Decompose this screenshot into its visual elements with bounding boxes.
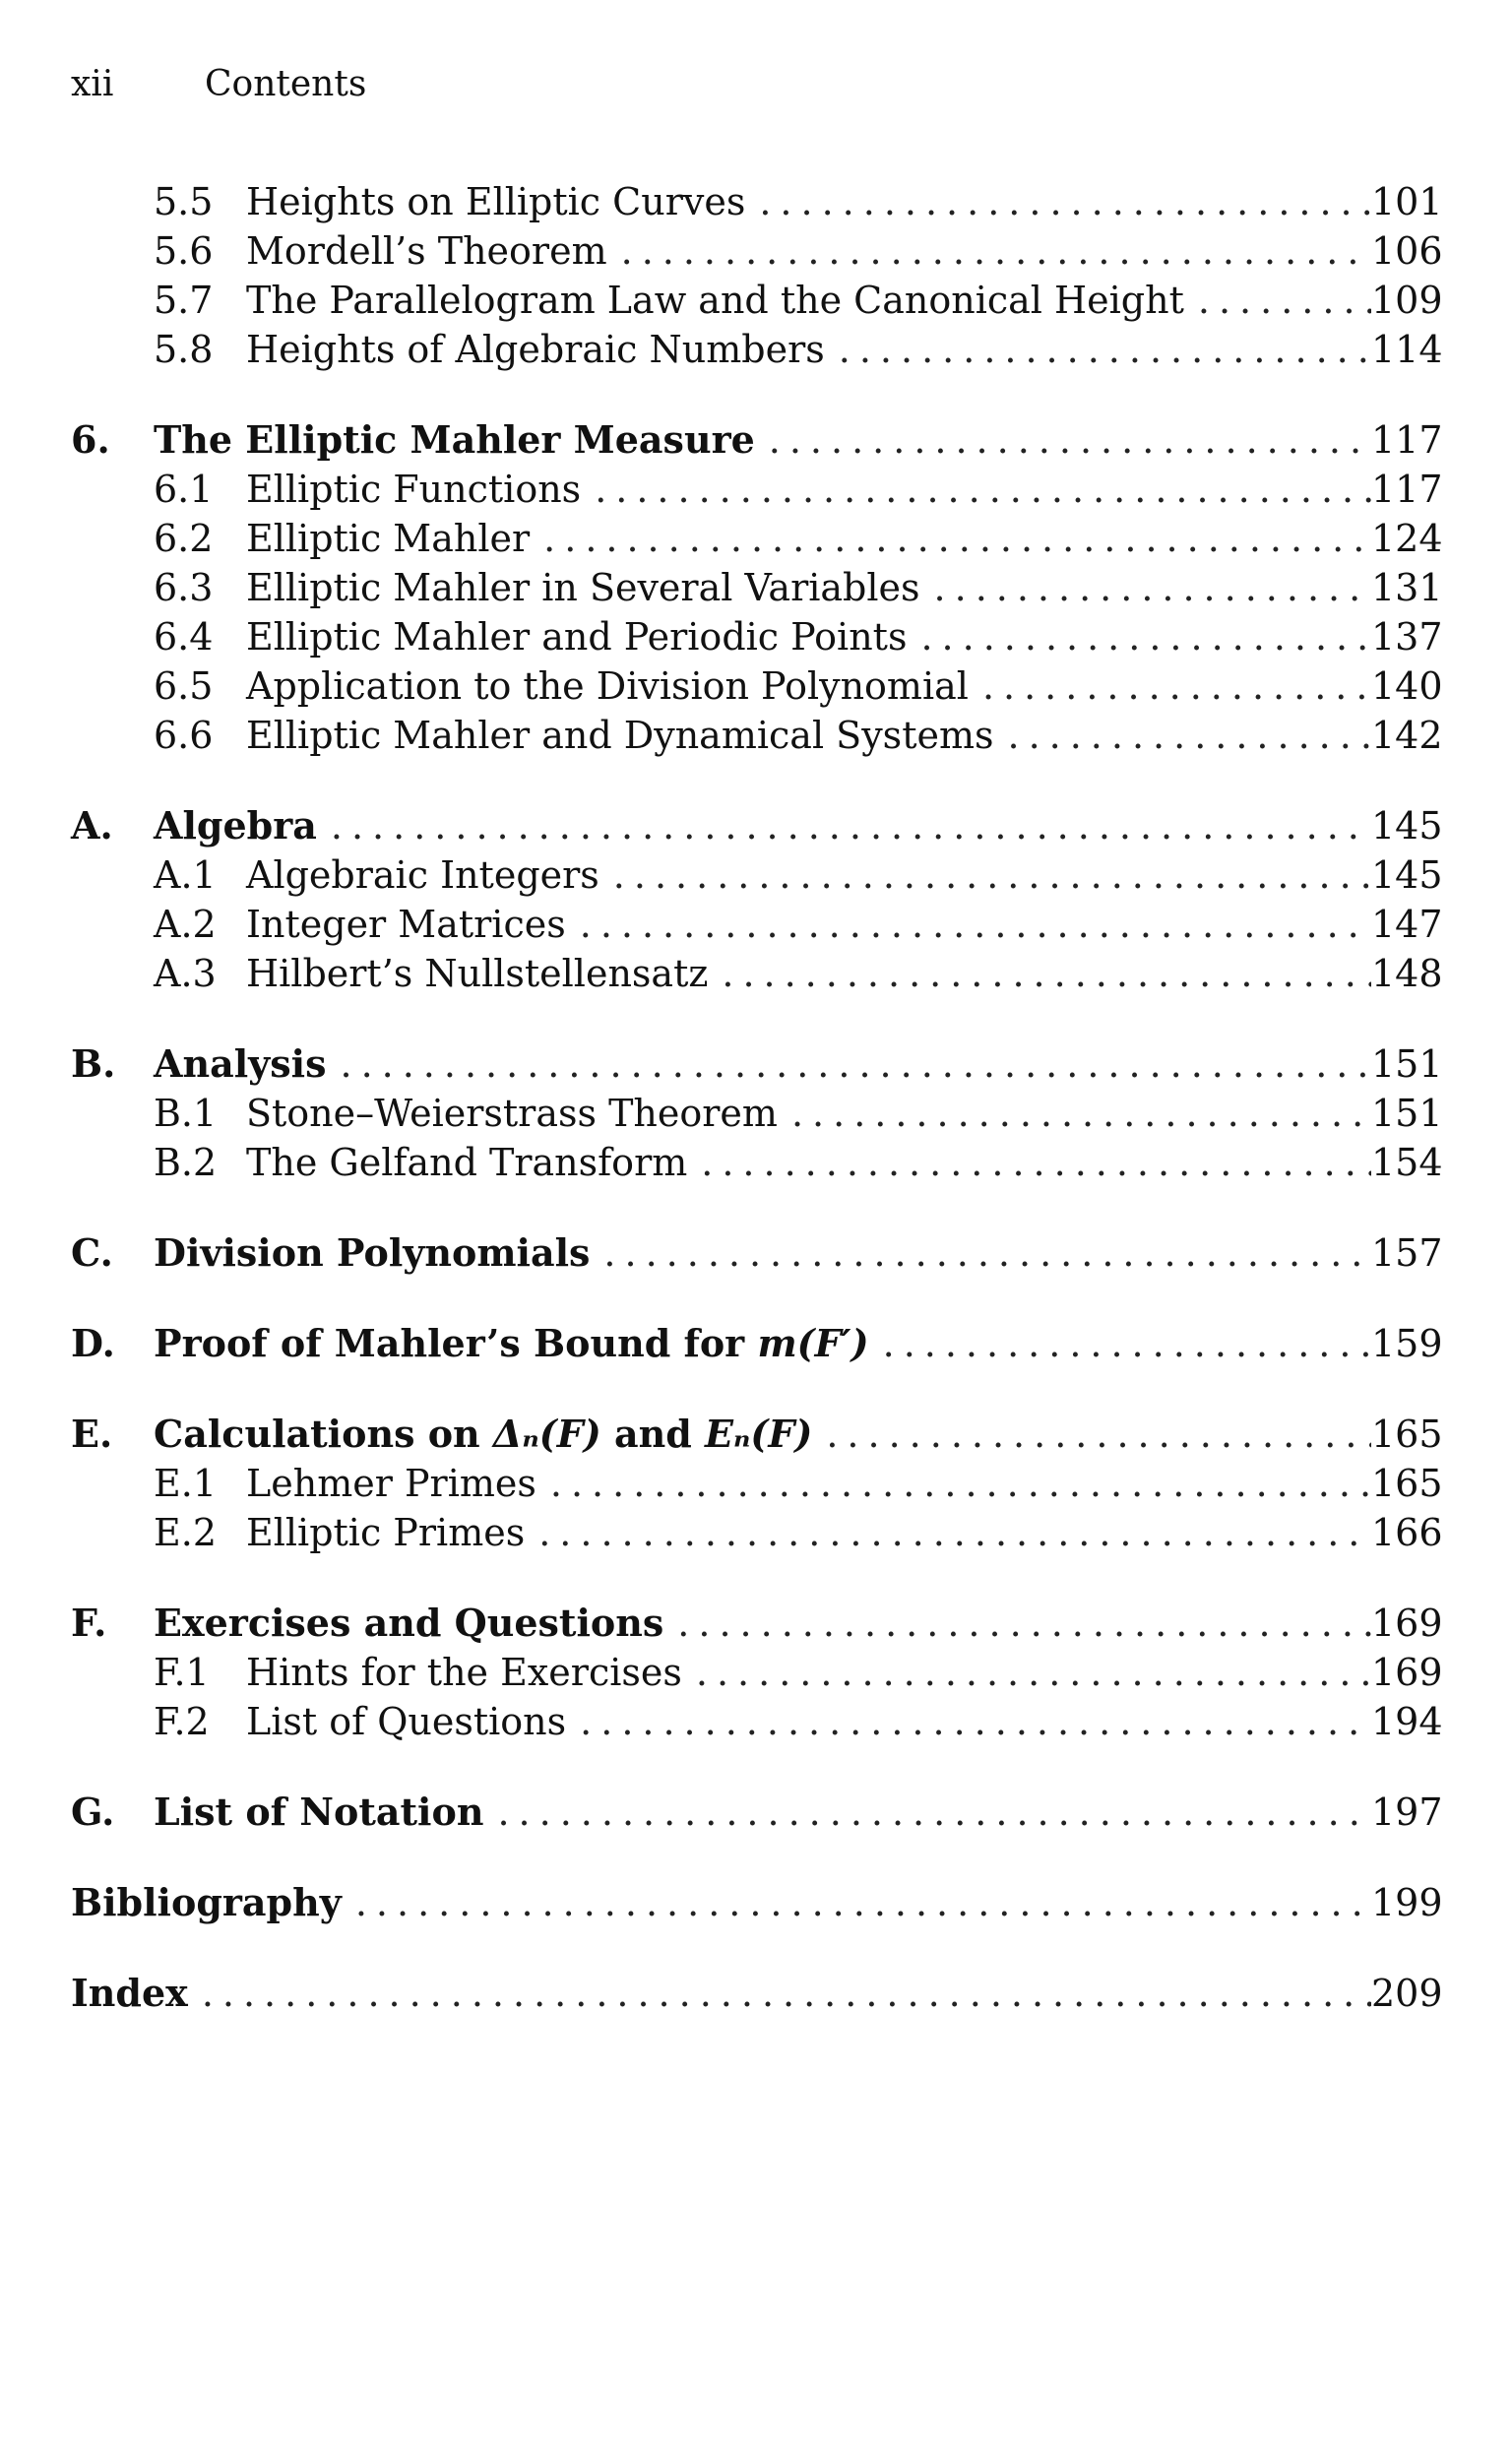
section-number: B.2 — [154, 1141, 218, 1184]
section-number: 6.1 — [154, 468, 214, 511]
toc-entry-5-5[interactable] — [71, 177, 1443, 226]
page-ref: 169 — [1371, 1602, 1443, 1645]
dot-leader — [325, 801, 1371, 850]
chapter-number: D. — [71, 1321, 115, 1365]
page-ref: 124 — [1371, 517, 1443, 560]
toc-entry-6-2[interactable] — [71, 514, 1443, 563]
page-ref: 165 — [1371, 1462, 1443, 1505]
toc-entry-a-2[interactable] — [71, 900, 1443, 949]
dot-leader — [491, 1788, 1371, 1837]
toc-entry-b-1[interactable] — [71, 1089, 1443, 1138]
chapter-title: Index — [71, 1971, 188, 2015]
page-ref: 197 — [1371, 1790, 1443, 1834]
section-title: Elliptic Mahler and Dynamical Systems — [246, 714, 994, 757]
chapter-title: Division Polynomials — [154, 1230, 591, 1275]
chapter-number: F. — [71, 1601, 107, 1645]
section-title: Elliptic Mahler in Several Variables — [246, 566, 920, 609]
section-number: E.1 — [154, 1462, 217, 1505]
chapter-number: C. — [71, 1230, 113, 1275]
section-number: F.2 — [154, 1700, 210, 1743]
page-ref: 165 — [1371, 1413, 1443, 1456]
dot-leader — [349, 1878, 1371, 1927]
page-ref: 145 — [1371, 804, 1443, 848]
page-ref: 137 — [1371, 615, 1443, 659]
section-number: 6.6 — [154, 714, 214, 757]
title-text: Proof of Mahler’s Bound for — [154, 1321, 758, 1365]
section-number: 6.3 — [154, 566, 214, 609]
dot-leader — [615, 226, 1371, 276]
page-ref: 151 — [1371, 1092, 1443, 1135]
toc-appendix-g[interactable] — [71, 1788, 1443, 1837]
page-ref: 145 — [1371, 853, 1443, 897]
section-number: 5.5 — [154, 180, 214, 223]
section-number: 6.5 — [154, 664, 214, 708]
toc-entry-b-2[interactable] — [71, 1138, 1443, 1187]
page-ref: 159 — [1371, 1322, 1443, 1365]
section-number: 5.6 — [154, 229, 214, 273]
page-ref: 194 — [1371, 1700, 1443, 1743]
section-title: Hints for the Exercises — [246, 1651, 682, 1694]
section-number: 5.7 — [154, 279, 214, 322]
toc-entry-5-8[interactable] — [71, 325, 1443, 374]
toc-appendix-c[interactable] — [71, 1228, 1443, 1278]
section-number: 6.2 — [154, 517, 214, 560]
page-ref: 106 — [1371, 229, 1443, 273]
page-ref: 101 — [1371, 180, 1443, 223]
dot-leader — [833, 325, 1371, 374]
section-number: A.3 — [154, 952, 217, 995]
chapter-number: 6. — [71, 417, 110, 462]
section-number: F.1 — [154, 1651, 210, 1694]
table-of-contents — [71, 177, 1443, 2059]
chapter-title: Analysis — [154, 1041, 327, 1086]
toc-entry-5-7[interactable] — [71, 276, 1443, 325]
toc-appendix-e[interactable] — [71, 1410, 1443, 1459]
page-ref: 117 — [1371, 468, 1443, 511]
section-number: 6.4 — [154, 615, 214, 659]
toc-appendix-b[interactable] — [71, 1039, 1443, 1089]
section-title: Elliptic Functions — [246, 468, 582, 511]
chapter-title: The Elliptic Mahler Measure — [154, 417, 755, 462]
dot-leader — [544, 1459, 1371, 1508]
toc-entry-e-1[interactable] — [71, 1459, 1443, 1508]
section-title: Algebraic Integers — [246, 853, 599, 897]
page-ref: 166 — [1371, 1511, 1443, 1554]
toc-entry-6-1[interactable] — [71, 465, 1443, 514]
toc-entry-6-4[interactable] — [71, 612, 1443, 661]
section-number: E.2 — [154, 1511, 217, 1554]
page-ref: 154 — [1371, 1141, 1443, 1184]
section-title: The Gelfand Transform — [246, 1141, 688, 1184]
dot-leader — [607, 850, 1371, 900]
dot-leader — [928, 563, 1371, 612]
dot-leader — [690, 1648, 1371, 1697]
dot-leader — [976, 661, 1371, 711]
page-number: xii — [71, 64, 114, 104]
math-expression: Δₙ(F) — [492, 1412, 601, 1456]
running-head — [71, 65, 366, 104]
section-title: List of Questions — [246, 1700, 567, 1743]
page-ref: 209 — [1371, 1972, 1443, 2015]
dot-leader — [1001, 711, 1371, 760]
section-title: Elliptic Mahler and Periodic Points — [246, 615, 908, 659]
chapter-title — [154, 1410, 820, 1459]
appendix-g — [71, 1788, 1443, 1837]
chapter-number: A. — [71, 803, 113, 848]
index-block — [71, 1969, 1443, 2018]
appendix-f — [71, 1599, 1443, 1746]
toc-entry-6-5[interactable] — [71, 661, 1443, 711]
dot-leader — [695, 1138, 1371, 1187]
dot-leader — [533, 1508, 1371, 1557]
toc-index[interactable] — [71, 1969, 1443, 2018]
dot-leader — [598, 1228, 1371, 1278]
chapter-6 — [71, 415, 1443, 760]
title-text: and — [600, 1412, 706, 1456]
page-ref: 109 — [1371, 279, 1443, 322]
dot-leader — [671, 1599, 1371, 1648]
toc-bibliography[interactable] — [71, 1878, 1443, 1927]
toc-appendix-a[interactable] — [71, 801, 1443, 850]
math-expression: m(F′) — [757, 1321, 869, 1365]
chapter-number: B. — [71, 1041, 116, 1086]
section-number: 5.8 — [154, 328, 214, 371]
dot-leader — [716, 949, 1371, 998]
toc-entry-5-6[interactable] — [71, 226, 1443, 276]
dot-leader — [753, 177, 1371, 226]
appendix-a — [71, 801, 1443, 998]
toc-entry-6-3[interactable] — [71, 563, 1443, 612]
dot-leader — [877, 1319, 1371, 1368]
chapter-title: Exercises and Questions — [154, 1601, 664, 1645]
appendix-e — [71, 1410, 1443, 1557]
page-ref: 148 — [1371, 952, 1443, 995]
toc-entry-f-2[interactable] — [71, 1697, 1443, 1746]
running-title: Contents — [205, 64, 367, 104]
appendix-d — [71, 1319, 1443, 1368]
dot-leader — [820, 1410, 1371, 1459]
page-ref: 114 — [1371, 328, 1443, 371]
section-title: Integer Matrices — [246, 903, 566, 946]
section-title: Heights on Elliptic Curves — [246, 180, 746, 223]
appendix-c — [71, 1228, 1443, 1278]
chapter-5-sections — [71, 177, 1443, 374]
toc-appendix-d[interactable] — [71, 1319, 1443, 1368]
page-ref: 131 — [1371, 566, 1443, 609]
section-title: Stone–Weierstrass Theorem — [246, 1092, 778, 1135]
toc-entry-a-1[interactable] — [71, 850, 1443, 900]
page-ref: 147 — [1371, 903, 1443, 946]
dot-leader — [786, 1089, 1371, 1138]
chapter-number: G. — [71, 1790, 115, 1834]
section-title: Heights of Algebraic Numbers — [246, 328, 825, 371]
chapter-title: Algebra — [154, 803, 317, 848]
toc-entry-e-2[interactable] — [71, 1508, 1443, 1557]
dot-leader — [334, 1039, 1371, 1089]
page-ref: 117 — [1371, 418, 1443, 462]
section-title: Application to the Division Polynomial — [246, 664, 969, 708]
dot-leader — [763, 415, 1371, 465]
dot-leader — [196, 1969, 1371, 2018]
section-title: Lehmer Primes — [246, 1462, 536, 1505]
chapter-title: Bibliography — [71, 1880, 342, 1924]
title-text: Calculations on — [154, 1412, 493, 1456]
section-title: Mordell’s Theorem — [246, 229, 607, 273]
section-number: A.2 — [154, 903, 217, 946]
dot-leader — [914, 612, 1371, 661]
dot-leader — [574, 900, 1371, 949]
section-title: Hilbert’s Nullstellensatz — [246, 952, 709, 995]
bibliography-block — [71, 1878, 1443, 1927]
section-title: Elliptic Mahler — [246, 517, 531, 560]
section-number: A.1 — [154, 853, 217, 897]
toc-chapter-6[interactable] — [71, 415, 1443, 465]
page-ref: 157 — [1371, 1231, 1443, 1275]
dot-leader — [589, 465, 1371, 514]
page-ref: 140 — [1371, 664, 1443, 708]
appendix-b — [71, 1039, 1443, 1187]
chapter-number: E. — [71, 1412, 113, 1456]
math-expression: Eₙ(F) — [705, 1412, 813, 1456]
section-number: B.1 — [154, 1092, 218, 1135]
chapter-title — [154, 1319, 877, 1368]
toc-entry-f-1[interactable] — [71, 1648, 1443, 1697]
page-ref: 142 — [1371, 714, 1443, 757]
page-ref: 169 — [1371, 1651, 1443, 1694]
chapter-title: List of Notation — [154, 1790, 484, 1834]
toc-entry-a-3[interactable] — [71, 949, 1443, 998]
section-title: The Parallelogram Law and the Canonical Height — [246, 279, 1184, 322]
dot-leader — [574, 1697, 1371, 1746]
toc-appendix-f[interactable] — [71, 1599, 1443, 1648]
page-ref: 151 — [1371, 1042, 1443, 1086]
dot-leader — [537, 514, 1371, 563]
page-ref: 199 — [1371, 1881, 1443, 1924]
toc-entry-6-6[interactable] — [71, 711, 1443, 760]
section-title: Elliptic Primes — [246, 1511, 526, 1554]
dot-leader — [1192, 276, 1371, 325]
